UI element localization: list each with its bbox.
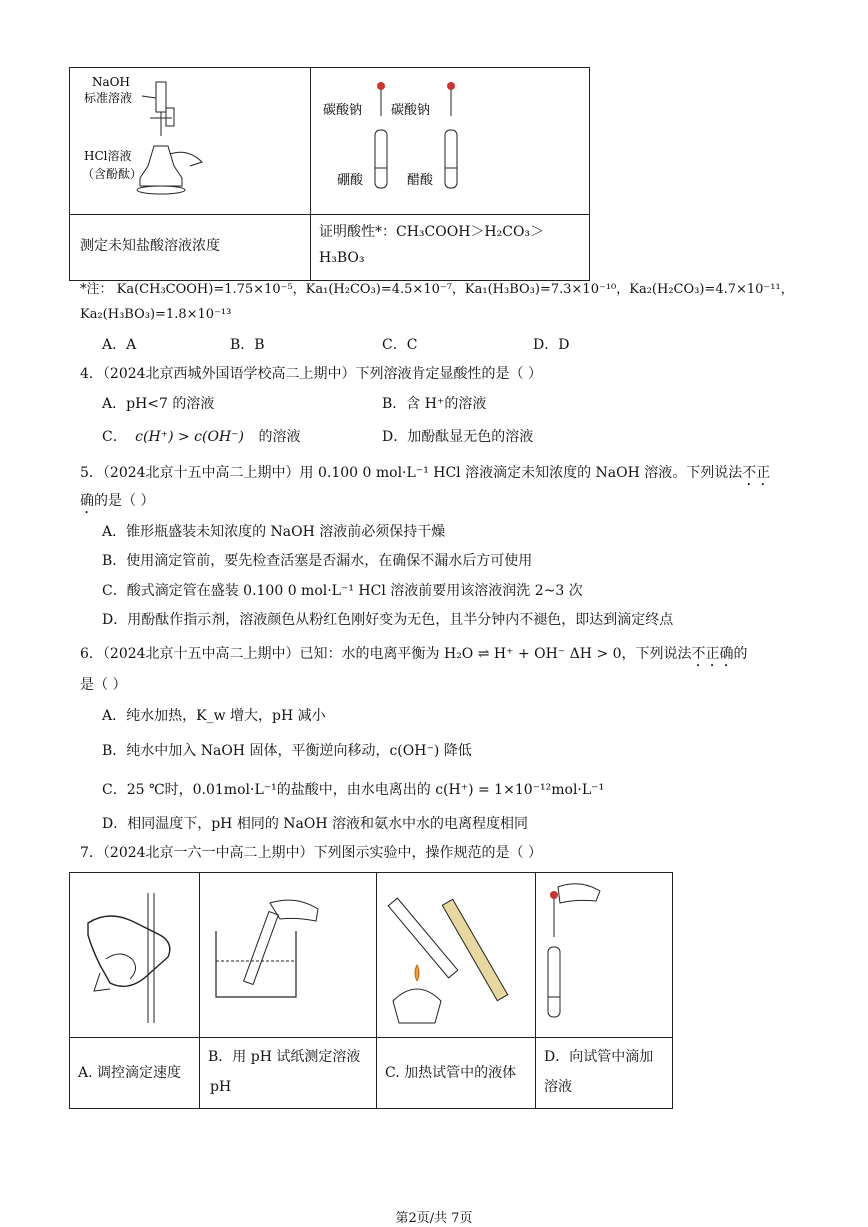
label-standard-solution: 标准溶液 (84, 91, 133, 105)
q7-fig-c-heating-tube (377, 873, 535, 1033)
q7-fig-c-cell (377, 873, 536, 1038)
q4-option-a[interactable]: A．pH<7 的溶液 (102, 396, 215, 412)
note-line-2: Ka₂(H₃BO₃)=1.8×10⁻¹³ (80, 307, 232, 322)
q4-option-d[interactable]: D．加酚酞显无色的溶液 (382, 429, 534, 445)
acid-compare-figure-cell (311, 68, 590, 215)
q7-caption-a: A. 调控滴定速度 (78, 1065, 182, 1081)
caption-cell-2 (311, 215, 590, 281)
q5-option-c[interactable]: C．酸式滴定管在盛装 0.100 0 mol·L⁻¹ HCl 溶液前要用该溶液润洗 2~3 次 (102, 583, 583, 599)
caption-titration: 测定未知盐酸溶液浓度 (80, 238, 220, 254)
q7-caption-c: C. 加热试管中的液体 (385, 1065, 517, 1081)
q7-caption-b-cell[interactable] (200, 1038, 377, 1109)
q5-stem-tail: 的是（ ） (94, 493, 155, 509)
q5-stem-emphasis: 不正 (742, 465, 771, 481)
caption-acidity-line2: H₃BO₃ (319, 250, 365, 266)
q6-stem-line2: 是（ ） (80, 677, 127, 693)
titration-apparatus-figure (70, 68, 310, 210)
q7-caption-c-cell[interactable] (377, 1038, 536, 1109)
q7-fig-a-cell (70, 873, 200, 1038)
q3-option-b[interactable]: B．B (230, 337, 265, 353)
q7-caption-b-line1: B．用 pH 试纸测定溶液 (208, 1049, 361, 1065)
label-indicator: （含酚酞） (82, 167, 143, 181)
q4-option-c-prefix: C． (102, 429, 127, 445)
q3-option-d[interactable]: D．D (533, 337, 570, 353)
q7-stem: 7．（2024北京一六一中高二上期中）下列图示实验中，操作规范的是（ ） (80, 845, 542, 861)
q5-option-b[interactable]: B．使用滴定管前，要先检查活塞是否漏水，在确保不漏水后方可使用 (102, 553, 533, 569)
label-boric-acid: 硼酸 (337, 173, 364, 188)
q4-option-c-suffix: 的溶液 (258, 429, 301, 445)
q4-stem: 4．（2024北京西城外国语学校高二上期中）下列溶液肯定显酸性的是（ ） (80, 366, 542, 382)
note-line-1: *注： Ka(CH₃COOH)=1.75×10⁻⁵，Ka₁(H₂CO₃)=4.5×10⁻⁷，Ka₁(H₃BO₃)=7.3×10⁻¹⁰，Ka₂(H₂CO₃)=4.7×10⁻¹¹， (80, 282, 794, 297)
q7-fig-a-hand-burette (70, 873, 199, 1033)
q6-option-a[interactable]: A．纯水加热，K_w 增大，pH 减小 (102, 708, 326, 724)
q5-option-a[interactable]: A．锥形瓶盛装未知浓度的 NaOH 溶液前必须保持干燥 (102, 524, 446, 540)
q5-stem-text: 5．（2024北京十五中高二上期中）用 0.100 0 mol·L⁻¹ HCl 溶液滴定未知浓度的 NaOH 溶液。下列说法 (80, 465, 743, 481)
label-hcl: HCl溶液 (84, 149, 132, 163)
q4-option-c-formula: c(H⁺) > c(OH⁻) (135, 429, 245, 445)
q5-option-d[interactable]: D．用酚酞作指示剂，溶液颜色从粉红色刚好变为无色，且半分钟内不褪色，即达到滴定终点 (102, 612, 674, 628)
q7-table (69, 872, 673, 1109)
q7-caption-d-line1: D．向试管中滴加 (544, 1049, 654, 1065)
acid-compare-figure (311, 68, 589, 210)
q6-stem-line1 (80, 644, 748, 670)
q7-caption-a-cell[interactable] (70, 1038, 200, 1109)
label-acetic-acid: 醋酸 (407, 173, 434, 188)
q6-option-c[interactable]: C．25 ℃时，0.01mol·L⁻¹的盐酸中，由水电离出的 c(H⁺) = 1×10⁻¹²mol·L⁻¹ (102, 782, 605, 798)
q7-caption-d-cell[interactable] (536, 1038, 673, 1109)
label-sodium-carbonate-1: 碳酸钠 (323, 103, 363, 118)
page-footer: 第2页/共 7页 (395, 1211, 473, 1226)
q6-option-d[interactable]: D．相同温度下，pH 相同的 NaOH 溶液和氨水中水的电离程度相同 (102, 816, 529, 832)
titration-figure-cell (70, 68, 311, 215)
q7-caption-b-line2: pH (210, 1079, 232, 1095)
q5-stem-line2 (80, 491, 154, 517)
q7-fig-b-cell (200, 873, 377, 1038)
q7-fig-d-dropper-tube (536, 873, 672, 1033)
q4-option-b[interactable]: B．含 H⁺的溶液 (382, 396, 487, 412)
q3-option-c[interactable]: C．C (382, 337, 418, 353)
caption-acidity-line1: 证明酸性*：CH₃COOH＞H₂CO₃＞ (319, 224, 545, 240)
q7-fig-d-cell (536, 873, 673, 1038)
q3-table (69, 67, 590, 281)
q7-caption-d-line2: 溶液 (544, 1079, 572, 1095)
q6-stem-de: 的 (733, 646, 748, 662)
q5-stem-emphasis-2: 确 (80, 493, 94, 509)
label-naoh: NaOH (92, 75, 130, 89)
q4-option-c[interactable] (102, 427, 300, 447)
caption-cell-1 (70, 215, 311, 281)
label-sodium-carbonate-2: 碳酸钠 (391, 103, 431, 118)
q5-stem-line1 (80, 463, 770, 489)
q7-fig-b-beaker-ph-paper (200, 873, 376, 1033)
q6-stem-emphasis: 不正确 (691, 646, 734, 662)
q6-option-b[interactable]: B．纯水中加入 NaOH 固体，平衡逆向移动，c(OH⁻) 降低 (102, 743, 472, 759)
q3-option-a[interactable]: A．A (102, 337, 137, 353)
q6-stem-text: 6．（2024北京十五中高二上期中）已知：水的电离平衡为 H₂O ⇌ H⁺ + OH⁻ ΔH > 0，下列说法 (80, 646, 692, 662)
